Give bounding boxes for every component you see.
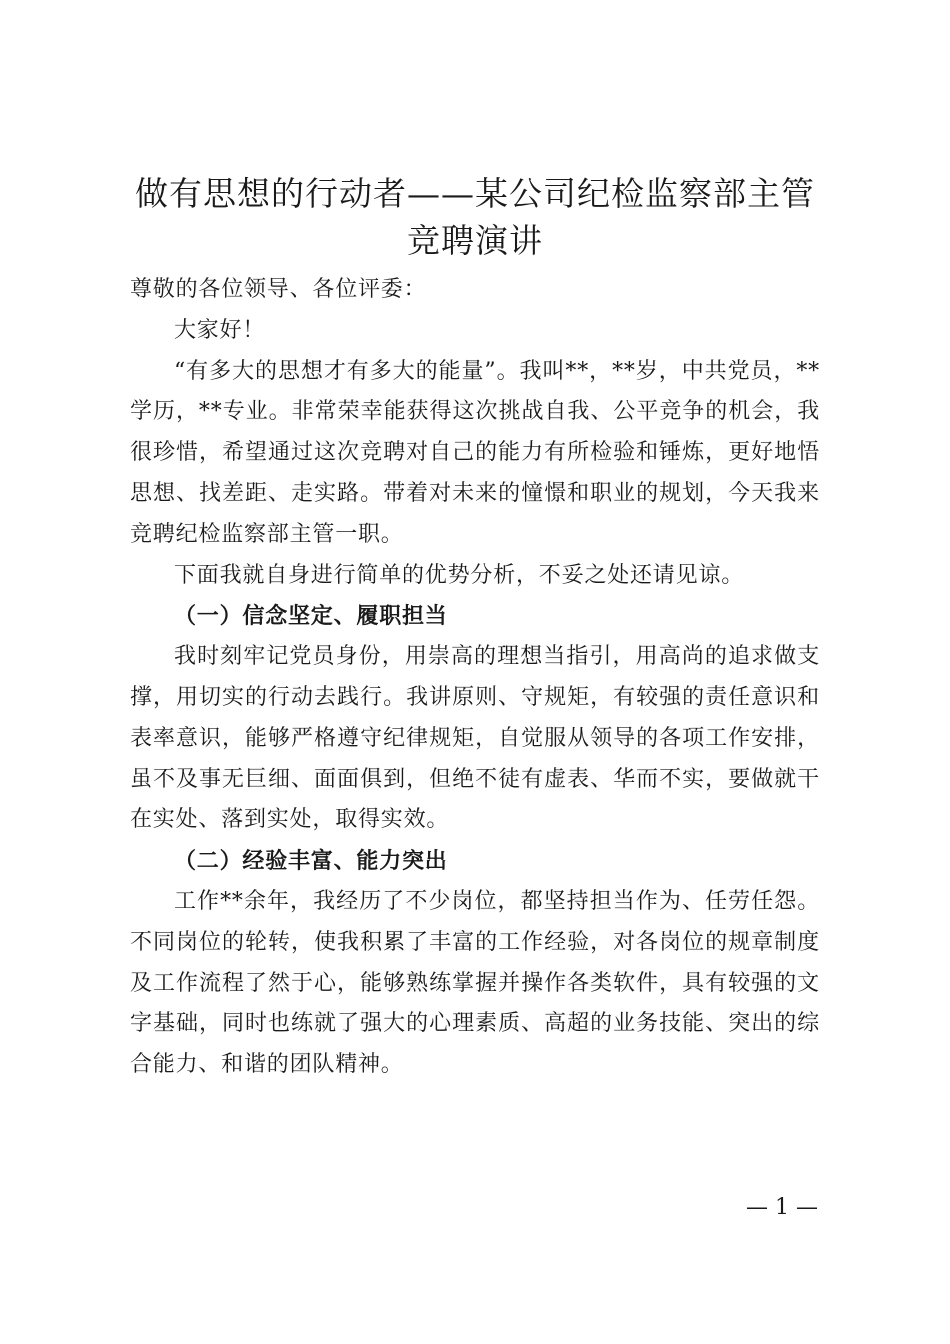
title-line-1: 做有思想的行动者——某公司纪检监察部主管	[135, 174, 815, 213]
section-paragraph: 我时刻牢记党员身份，用崇高的理想当指引，用高尚的追求做支撑，用切实的行动去践行。我讲原则、守规矩，有较强的责任意识和表率意识，能够严格遵守纪律规矩，自觉服从领导的各项工作安排，虽不及事无巨细、面面俱到，但绝不徒有虚表、华而不实，要做就干在实处、落到实处，取得实效。	[130, 644, 820, 833]
paragraph: “有多大的思想才有多大的能量”。我叫**，**岁，中共党员，**学历，**专业。非常荣幸能获得这次挑战自我、公平竞争的机会，我很珍惜，希望通过这次竞聘对自己的能力有所检验和锤炼，更好地悟思想、找差距、走实路。带着对未来的憧憬和职业的规划，今天我来竞聘纪检监察部主管一职。	[130, 358, 820, 547]
paragraph: 下面我就自身进行简单的优势分析，不妥之处还请见谅。	[174, 562, 745, 588]
salutation: 尊敬的各位领导、各位评委：	[130, 277, 427, 302]
title-line-2: 竞聘演讲	[407, 221, 543, 260]
document-body	[130, 270, 820, 1086]
section-heading: （二）经验丰富、能力突出	[174, 848, 448, 875]
section-heading: （一）信念坚定、履职担当	[174, 603, 448, 630]
page-number: — 1 —	[746, 1195, 818, 1220]
section-paragraph: 工作**余年，我经历了不少岗位，都坚持担当作为、任劳任怨。不同岗位的轮转，使我积累了丰富的工作经验，对各岗位的规章制度及工作流程了然于心，能够熟练掌握并操作各类软件，具有较强的文字基础，同时也练就了强大的心理素质、高超的业务技能、突出的综合能力、和谐的团队精神。	[130, 888, 820, 1078]
greeting: 大家好！	[174, 317, 266, 343]
